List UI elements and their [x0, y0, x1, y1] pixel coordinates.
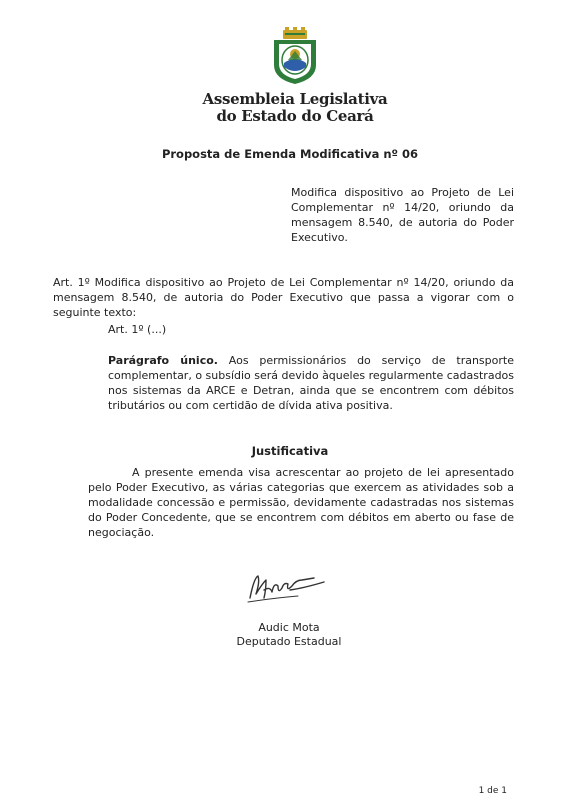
signer-name: Audic Mota: [258, 621, 320, 634]
ementa-text: Modifica dispositivo ao Projeto de Lei Complementar nº 14/20, oriundo da mensagem 8.540, de autoria do Poder Executivo.: [291, 186, 514, 244]
handwritten-signature-icon: [244, 568, 334, 608]
signer-role: Deputado Estadual: [236, 635, 342, 648]
article-1-text: Art. 1º Modifica dispositivo ao Projeto de Lei Complementar nº 14/20, oriundo da mensagem 8.540, de autoria do Poder Executivo que passa a vigorar com o seguinte texto:: [53, 276, 514, 319]
paragrafo-text: Aos permissionários do serviço de transporte complementar, o subsídio será devido àqueles regularmente cadastrados nos sistemas da ARCE e Detran, ainda que se encontrem com débitos tributários ou com certidão de dívida ativa positiva.: [108, 354, 515, 412]
org-name-line2: do Estado do Ceará: [216, 107, 374, 125]
justificativa-text: A presente emenda visa acrescentar ao projeto de lei apresentado pelo Poder Executivo, as várias categorias que exercem as atividades sob a modalidade concessão e permissão, devidamente cadastradas nos sistemas do Poder Concedente, que se encontrem com débitos em aberto ou fase de negociação.: [88, 466, 514, 539]
paragrafo-unico: [108, 353, 514, 413]
paragrafo-label: Parágrafo único.: [108, 354, 218, 367]
page-number: 1 de 1: [478, 786, 507, 796]
document-title: Proposta de Emenda Modificativa nº 06: [161, 147, 419, 161]
org-name-line1: Assembleia Legislativa: [202, 90, 388, 108]
ceara-coat-of-arms-icon: [270, 27, 320, 85]
justificativa-title: Justificativa: [251, 444, 329, 458]
article-reference: Art. 1º (...): [108, 323, 167, 336]
